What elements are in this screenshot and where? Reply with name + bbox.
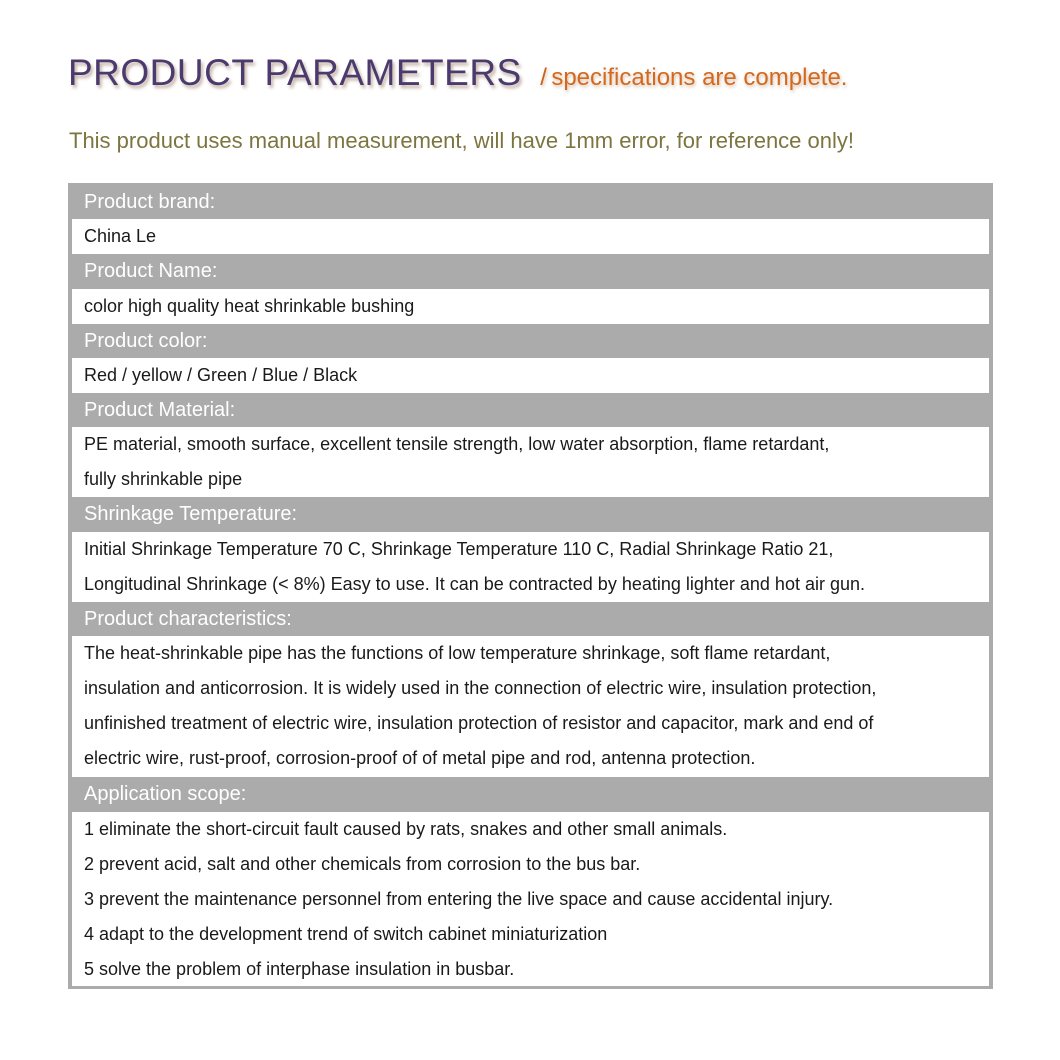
value-product-characteristics bbox=[72, 636, 989, 777]
scope-item: 2 prevent acid, salt and other chemicals from corrosion to the bus bar. bbox=[84, 854, 641, 874]
label-product-color: Product color: bbox=[84, 330, 208, 352]
value-line: China Le bbox=[84, 226, 157, 246]
page-title: PRODUCT PARAMETERS bbox=[68, 52, 522, 93]
value-line: color high quality heat shrinkable bushing bbox=[84, 296, 415, 316]
scope-item: 1 eliminate the short-circuit fault caused by rats, snakes and other small animals. bbox=[84, 819, 728, 839]
value-product-color bbox=[72, 358, 989, 393]
value-application-scope bbox=[72, 812, 989, 986]
value-line: Longitudinal Shrinkage (< 8%) Easy to use. It can be contracted by heating lighter and hot air gun. bbox=[84, 574, 865, 594]
value-line: unfinished treatment of electric wire, insulation protection of resistor and capacitor, mark and end of bbox=[84, 713, 874, 733]
label-product-brand: Product brand: bbox=[84, 191, 216, 213]
page-header bbox=[68, 52, 847, 94]
value-product-name bbox=[72, 289, 989, 324]
label-shrinkage-temperature: Shrinkage Temperature: bbox=[84, 503, 298, 525]
scope-item: 4 adapt to the development trend of switch cabinet miniaturization bbox=[84, 924, 608, 944]
value-shrinkage-temperature bbox=[72, 532, 989, 602]
page-subtitle: specifications are complete. bbox=[551, 64, 848, 91]
label-product-name: Product Name: bbox=[84, 260, 218, 282]
scope-item: 5 solve the problem of interphase insulation in busbar. bbox=[84, 959, 515, 979]
value-line: electric wire, rust-proof, corrosion-proof of of metal pipe and rod, antenna protection. bbox=[84, 748, 756, 768]
value-product-brand bbox=[72, 219, 989, 254]
value-line: Initial Shrinkage Temperature 70 C, Shrinkage Temperature 110 C, Radial Shrinkage Ratio 21, bbox=[84, 539, 834, 559]
measurement-note: This product uses manual measurement, will have 1mm error, for reference only! bbox=[69, 128, 854, 153]
label-application-scope: Application scope: bbox=[84, 783, 247, 805]
scope-item: 3 prevent the maintenance personnel from entering the live space and cause accidental injury. bbox=[84, 889, 834, 909]
value-line: fully shrinkable pipe bbox=[84, 469, 243, 489]
value-line: Red / yellow / Green / Blue / Black bbox=[84, 365, 358, 385]
parameters-table bbox=[68, 183, 993, 989]
value-line: insulation and anticorrosion. It is widely used in the connection of electric wire, insulation protection, bbox=[84, 678, 877, 698]
label-product-characteristics: Product characteristics: bbox=[84, 608, 292, 630]
value-line: The heat-shrinkable pipe has the functions of low temperature shrinkage, soft flame retardant, bbox=[84, 643, 831, 663]
label-product-material: Product Material: bbox=[84, 399, 236, 421]
value-product-material bbox=[72, 427, 989, 497]
value-line: PE material, smooth surface, excellent tensile strength, low water absorption, flame retardant, bbox=[84, 434, 830, 454]
title-separator: / bbox=[540, 64, 547, 91]
